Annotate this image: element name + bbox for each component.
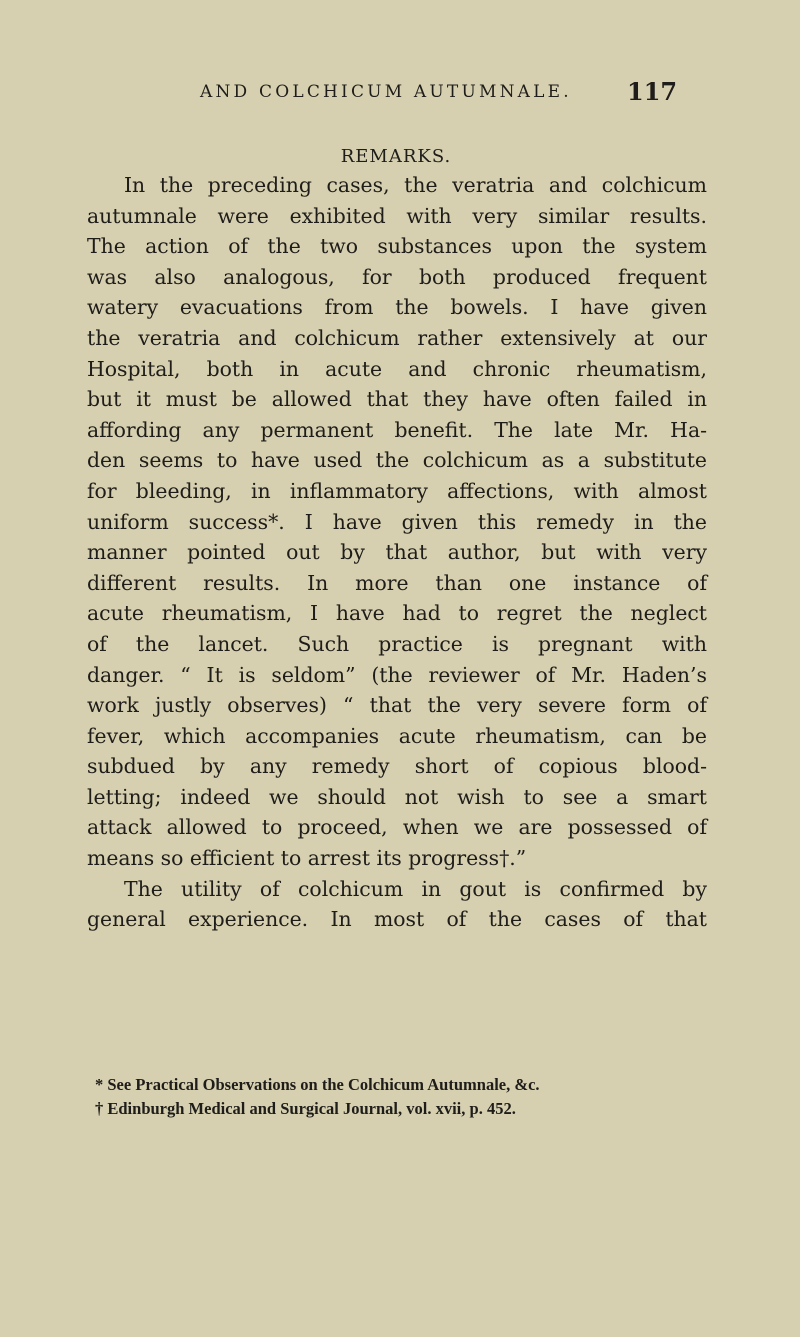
text-line: The action of the two substances upon the system — [87, 234, 707, 259]
footnotes — [87, 1073, 707, 1121]
running-head: AND COLCHICUM AUTUMNALE. — [200, 82, 572, 102]
text-line: attack allowed to proceed, when we are possessed of — [87, 815, 707, 840]
text-line: uniform success*. I have given this remedy in the — [87, 509, 707, 534]
text-line: was also analogous, for both produced frequent — [87, 264, 707, 289]
body-text — [87, 170, 707, 935]
text-line: means so efficient to arrest its progress†.” — [87, 846, 527, 871]
text-line: Hospital, both in acute and chronic rheumatism, — [87, 356, 707, 381]
footnote: † Edinburgh Medical and Surgical Journal, vol. xvii, p. 452. — [95, 1099, 516, 1118]
text-line: the veratria and colchicum rather extensively at our — [87, 325, 707, 350]
text-line: of the lancet. Such practice is pregnant with — [87, 631, 707, 656]
text-line: watery evacuations from the bowels. I have given — [87, 295, 707, 320]
text-line: autumnale were exhibited with very similar results. — [87, 203, 707, 228]
text-line: den seems to have used the colchicum as a substitute — [87, 448, 707, 473]
text-line: fever, which accompanies acute rheumatism, can be — [87, 723, 707, 748]
section-title: REMARKS. — [340, 146, 452, 167]
text-line: affording any permanent benefit. The late Mr. Ha- — [87, 417, 707, 442]
footnote: * See Practical Observations on the Colchicum Autumnale, &c. — [95, 1075, 540, 1094]
text-line: letting; indeed we should not wish to see a smart — [87, 784, 707, 809]
text-line: acute rheumatism, I have had to regret the neglect — [87, 601, 707, 626]
text-line: The utility of colchicum in gout is confirmed by — [124, 876, 707, 901]
text-line: danger. “ It is seldom” (the reviewer of Mr. Haden’s — [87, 662, 707, 687]
text-line: for bleeding, in inflammatory affections, with almost — [87, 478, 707, 503]
text-line: manner pointed out by that author, but with very — [87, 540, 707, 565]
text-line: In the preceding cases, the veratria and colchicum — [124, 173, 707, 197]
text-line: general experience. In most of the cases of that — [87, 907, 707, 932]
page-number: 117 — [627, 77, 678, 106]
text-line: work justly observes) “ that the very severe form of — [87, 693, 707, 718]
text-line: but it must be allowed that they have often failed in — [87, 387, 707, 412]
text-line: different results. In more than one instance of — [87, 570, 707, 595]
text-line: subdued by any remedy short of copious blood- — [87, 754, 707, 779]
